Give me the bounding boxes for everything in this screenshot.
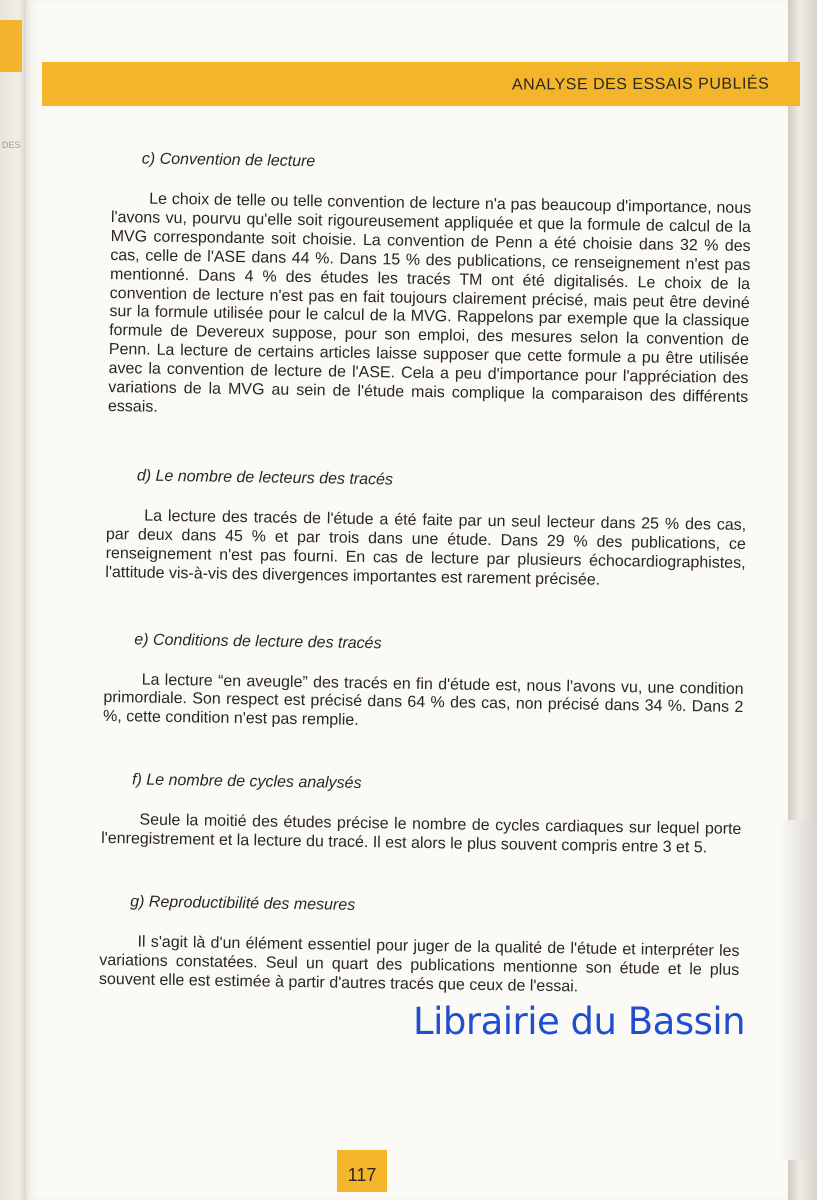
section-reproductibilite xyxy=(99,893,740,1000)
section-nombre-lecteurs xyxy=(105,467,747,593)
previous-page-header-band xyxy=(0,20,22,72)
section-nombre-cycles xyxy=(101,771,742,859)
section-heading: g) Reproductibilité des mesures xyxy=(130,893,356,914)
section-paragraph: Le choix de telle ou telle convention de lecture n'a pas beaucoup d'importance, nous l'avons vu, pourvu qu'elle soit rigoureusement appliquée et que la formule de calcul de la MVG correspondante soit choisie. La convention de Penn a été choisie dans 32 % des cas, celle de l'ASE dans 44 %. Dans 15 % des publications, ce renseignement n'est pas mentionné. Dans 4 % des études les tracés TM ont été digitalisés. Le choix de la convention de lecture n'est pas en fait toujours clairement précisé, mais peut être deviné sur la formule utilisée pour le calcul de la MVG. Rappelons par exemple que la classique formule de Devereux suppose, pour son emploi, des mesures selon la convention de Penn. La lecture de certains articles laisse supposer que cette formule a pu être utilisée avec la convention de lecture de l'ASE. Cela a peu d'importance pour l'appréciation des variations de la MVG au sein de l'étude mais complique la comparaison des différents essais. xyxy=(107,190,752,416)
running-header-title: ANALYSE DES ESSAIS PUBLIÉS xyxy=(511,75,770,94)
section-heading: f) Le nombre de cycles analysés xyxy=(131,771,362,793)
section-paragraph: La lecture des tracés de l'étude a été faite par un seul lecteur dans 25 % des cas, par deux dans 45 % et par trois dans une étude. Dans 29 % des publications, ce renseignement n'est pas fourni. En cas de lecture par plusieurs échocardiographistes, l'attitude vis-à-vis des divergences importantes est rarement précisée. xyxy=(105,507,747,589)
section-convention-lecture xyxy=(108,150,752,427)
section-conditions-lecture xyxy=(103,630,744,737)
section-heading: d) Le nombre de lecteurs des tracés xyxy=(136,467,394,489)
bookseller-watermark: Librairie du Bassin xyxy=(413,1000,746,1043)
section-paragraph: La lecture “en aveugle” des tracés en fin d'étude est, nous l'avons vu, une condition primordiale. Son respect est précisé dans 64 % des cas, non précisé dans 34 %. Dans 2 %, cette condition n'est pas remplie. xyxy=(102,671,744,730)
page-body xyxy=(98,150,752,1028)
previous-page-fragment: DES xyxy=(2,140,21,150)
page-number: 117 xyxy=(347,1165,377,1185)
section-heading: c) Convention de lecture xyxy=(141,150,316,171)
book-cover-edge xyxy=(780,820,817,1160)
section-paragraph: Seule la moitié des études précise le nombre de cycles cardiaques sur lequel porte l'enregistrement et la lecture du tracé. Il est alors le plus souvent compris entre 3 et 5. xyxy=(101,811,742,857)
section-heading: e) Conditions de lecture des tracés xyxy=(134,630,382,652)
section-paragraph: Il s'agit là d'un élément essentiel pour juger de la qualité de l'étude et interpréter les variations constatées. Seul un quart des publications mentionne son étude et le plus souvent elle est estimée à partir d'autres tracés que ceux de l'essai. xyxy=(98,933,740,996)
previous-page-edge xyxy=(0,0,26,1200)
